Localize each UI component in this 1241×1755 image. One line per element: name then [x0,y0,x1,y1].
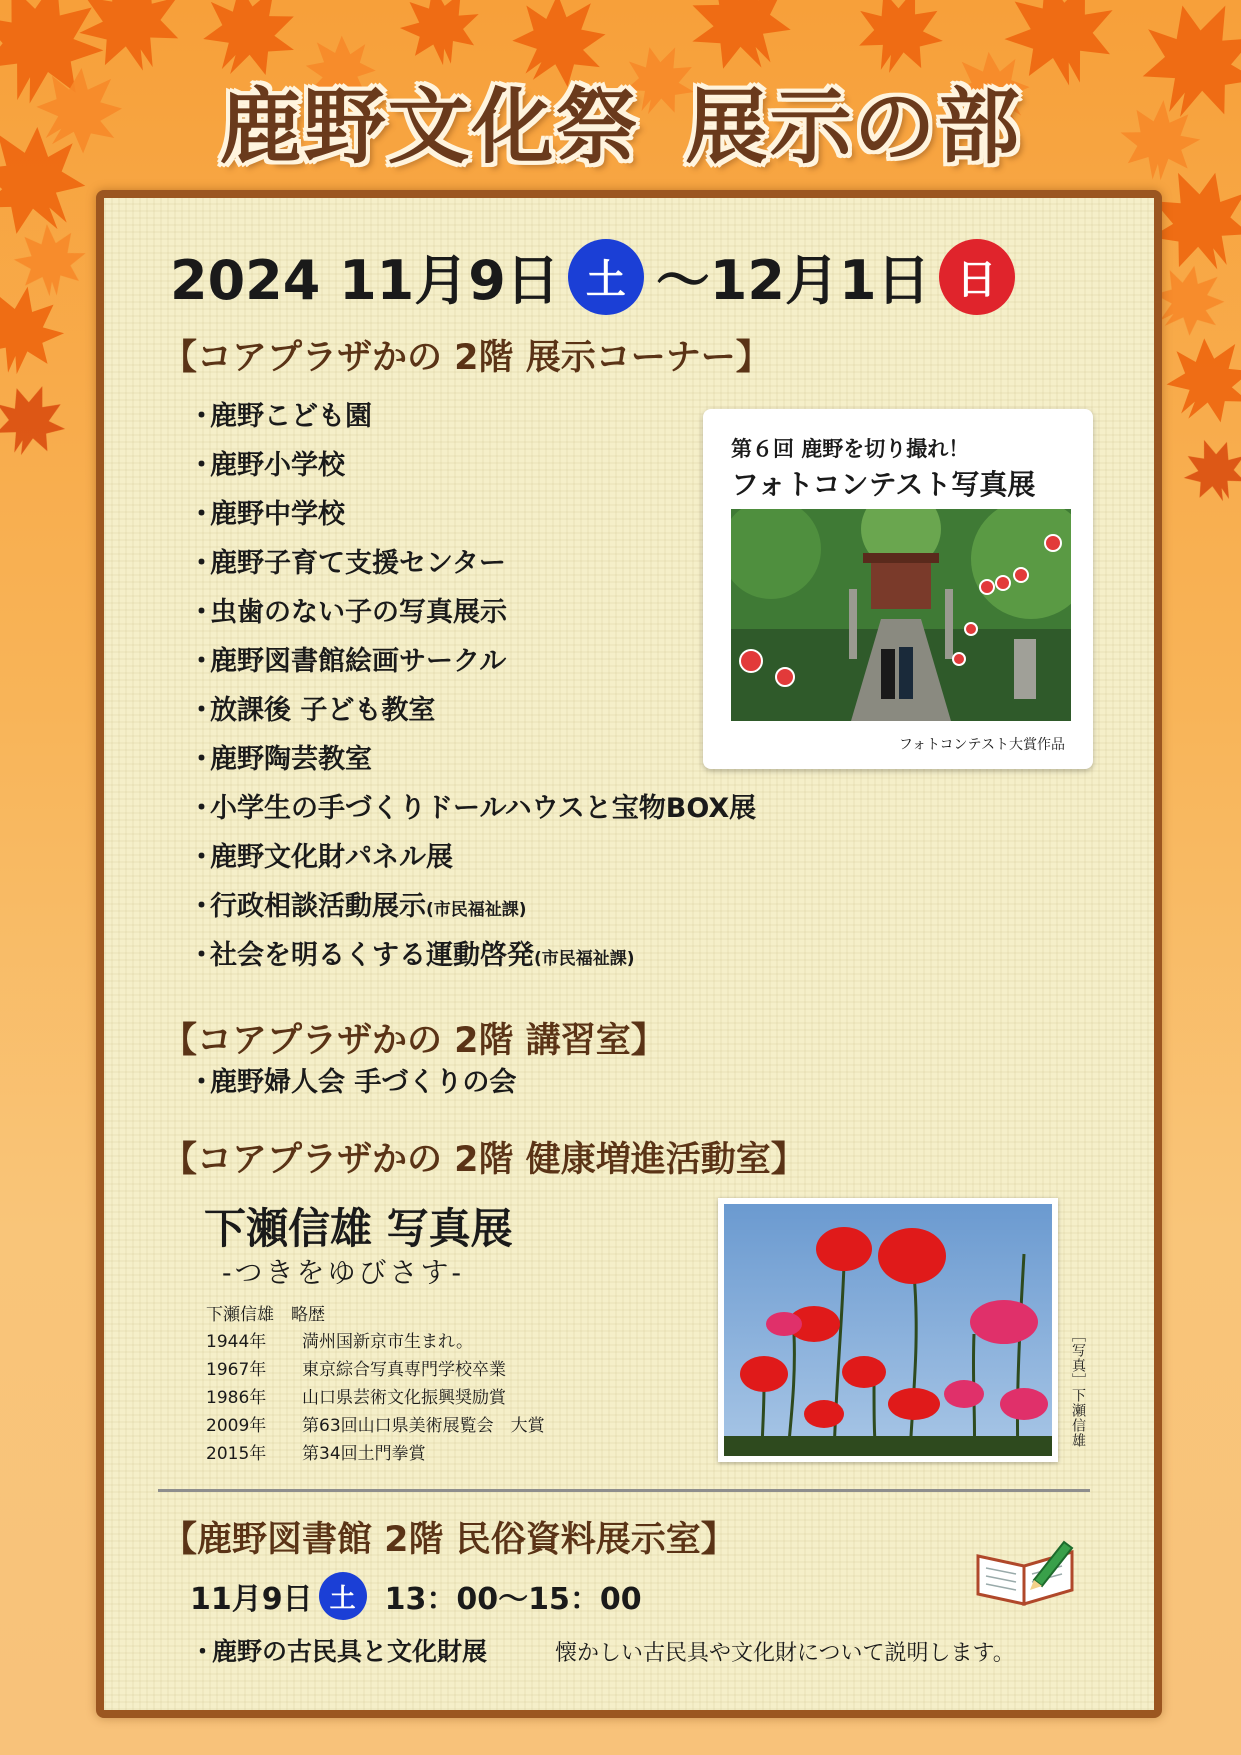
bio-row: 2015年 第34回土門拳賞 [206,1444,426,1464]
bio-row: 2009年 第63回山口県美術展覧会 大賞 [206,1416,545,1436]
library-time: 13：00～15：00 [384,1582,642,1617]
exhibit-title: 下瀬信雄 写真展 [204,1204,513,1253]
library-schedule [190,1572,642,1620]
lecture-room-heading: 【コアプラザかの 2階 講習室】 [162,1021,666,1061]
shrine-photo [731,509,1071,721]
exhibit-corner-heading: 【コアプラザかの 2階 展示コーナー】 [162,338,771,378]
library-heading: 【鹿野図書館 2階 民俗資料展示室】 [162,1520,736,1560]
health-room-heading: 【コアプラザかの 2階 健康増進活動室】 [162,1140,806,1180]
list-item: ・放課後 子ども教室 [188,695,436,726]
saturday-badge: 土 [568,239,644,315]
list-item: ・小学生の手づくりドールハウスと宝物BOX展 [188,793,757,824]
bio-row: 1944年 満州国新京市生まれ。 [206,1332,474,1352]
section-divider [158,1489,1090,1492]
bio-list [206,1328,545,1468]
open-book-icon [972,1536,1078,1608]
poppy-photo-frame [718,1198,1058,1462]
list-item: ・虫歯のない子の写真展示 [188,597,507,628]
main-title [0,62,1241,179]
list-item: ・鹿野子育て支援センター [188,548,506,579]
library-saturday-badge: 土 [319,1572,367,1620]
list-item: ・鹿野陶芸教室 [188,744,372,775]
exhibit-corner-list [188,392,756,980]
list-item: ・鹿野小学校 [188,450,345,481]
list-item: ・鹿野中学校 [188,499,345,530]
bio-row: 1986年 山口県芸術文化振興奨励賞 [206,1388,506,1408]
list-item: ・鹿野婦人会 手づくりの会 [188,1067,517,1098]
title-part1: 鹿野文化祭 [219,80,640,175]
photo-credit: ［写真］下瀬信雄 [1070,1328,1086,1448]
bio-row: 1967年 東京綜合写真専門学校卒業 [206,1360,506,1380]
photo-contest-line1: 第６回 鹿野を切り撮れ！ [731,437,970,461]
lecture-room-list [188,1058,516,1107]
photo-contest-caption: フォトコンテスト大賞作品 [898,737,1065,753]
bio-heading: 下瀬信雄 略歴 [206,1305,325,1325]
sunday-badge: 日 [939,239,1015,315]
poppy-photo [724,1204,1052,1456]
photo-contest-line2: フォトコンテスト写真展 [731,468,1036,501]
list-item: ・鹿野図書館絵画サークル [188,646,507,677]
list-item: ・社会を明るくする運動啓発(市民福祉課) [188,940,635,971]
library-date: 11月9日 [190,1582,313,1617]
exhibit-subtitle: -つきをゆびさす- [222,1256,464,1289]
event-dates [170,238,1027,315]
library-item: ・鹿野の古民具と文化財展 [190,1637,488,1666]
list-item: ・鹿野文化財パネル展 [188,842,453,873]
photo-contest-card [703,409,1093,769]
list-item: ・行政相談活動展示(市民福祉課) [188,891,527,922]
start-date: 2024 11月9日 [170,249,560,312]
library-description: 懐かしい古民具や文化財について説明します。 [555,1641,1015,1666]
list-item: ・鹿野こども園 [188,401,372,432]
end-date: ～12月1日 [655,249,931,312]
title-part2: 展示の部 [685,80,1022,175]
